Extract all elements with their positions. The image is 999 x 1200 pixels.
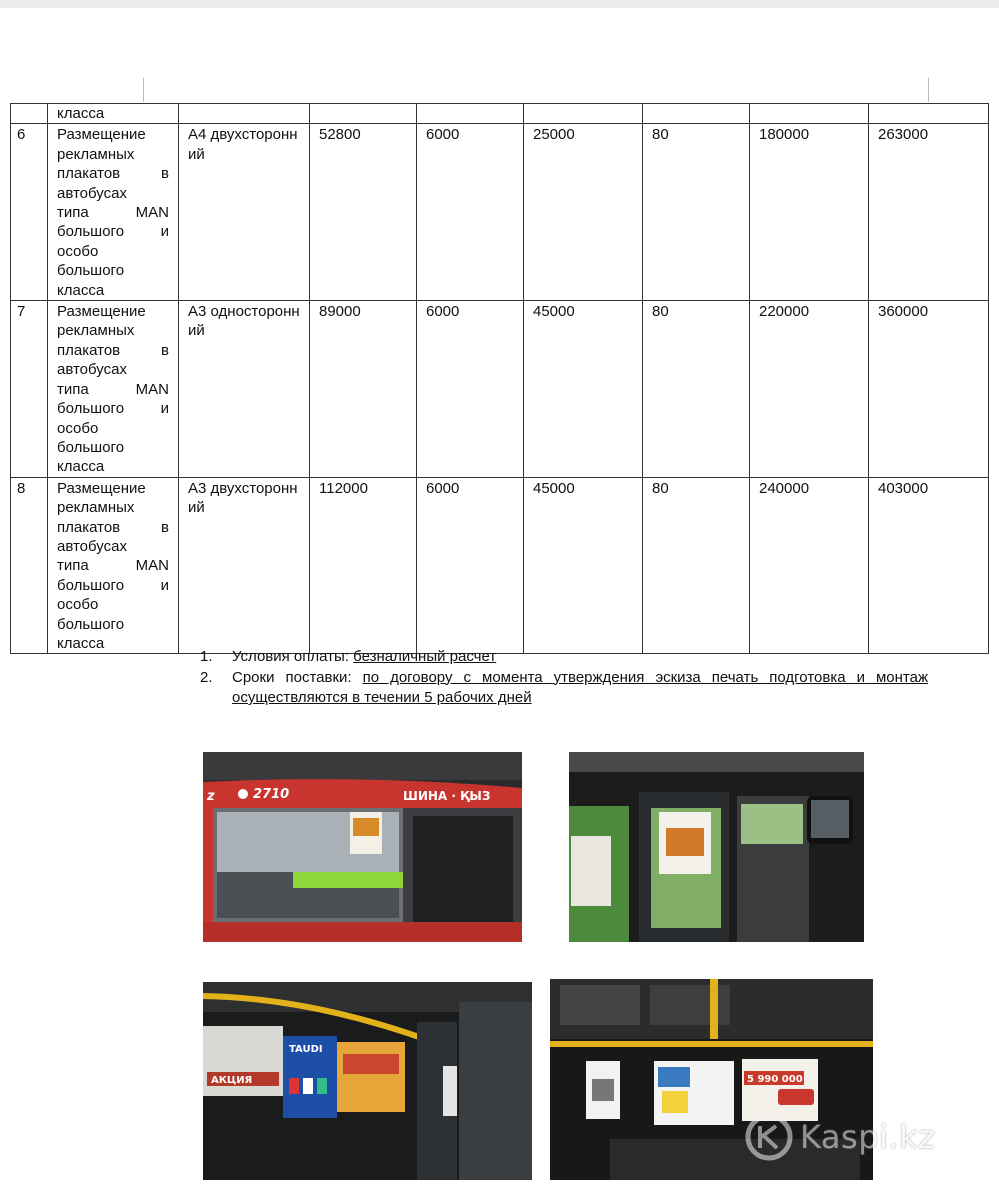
list-item: 2. Сроки поставки: по договору с момента утверждения эскиза печать подготовка и монтаж осуществляются в течении 5 рабочих дней xyxy=(200,668,928,706)
cell-value: 6000 xyxy=(417,477,524,654)
promo-text: АКЦИЯ xyxy=(211,1075,253,1086)
term-label: Сроки поставки: xyxy=(232,668,363,686)
list-item: 1. Условия оплаты: безналичный расчет xyxy=(200,648,497,665)
cell-value: 180000 xyxy=(750,124,869,301)
bus-number: 2710 xyxy=(253,787,290,802)
cell-num: 8 xyxy=(11,477,48,654)
top-edge-bar xyxy=(0,0,999,8)
watermark xyxy=(744,1112,974,1162)
cell-desc: Размещение рекламных плакатов в автобусах типа MAN большого и особо большого класса xyxy=(48,477,179,654)
bus-side-text: z xyxy=(207,789,215,804)
table-row-continuation xyxy=(11,104,989,124)
cell-value: 80 xyxy=(643,477,750,654)
cell-total: 263000 xyxy=(869,124,989,301)
cell-value: 6000 xyxy=(417,124,524,301)
cell-value: 45000 xyxy=(524,301,643,478)
cell-value: 112000 xyxy=(310,477,417,654)
cell-value: 80 xyxy=(643,301,750,478)
cell-format: А3 двухсторонний xyxy=(179,477,310,654)
cell-value: 6000 xyxy=(417,301,524,478)
cell-total: 403000 xyxy=(869,477,989,654)
cell-format: А4 двухсторонний xyxy=(179,124,310,301)
terms-list xyxy=(200,647,928,709)
cell-desc-tail: класса xyxy=(48,104,179,124)
cell-value: 45000 xyxy=(524,477,643,654)
cell-desc: Размещение рекламных плакатов в автобусах типа MAN большого и особо большого класса xyxy=(48,124,179,301)
photo-bus-interior-window xyxy=(569,752,864,942)
cell-value: 240000 xyxy=(750,477,869,654)
price-text: 5 990 000 xyxy=(747,1074,803,1085)
cell-num: 7 xyxy=(11,301,48,478)
cell-num xyxy=(11,104,48,124)
cell-desc: Размещение рекламных плакатов в автобусах типа MAN большого и особо большого класса xyxy=(48,301,179,478)
pricing-table xyxy=(10,103,989,654)
cell-value: 25000 xyxy=(524,124,643,301)
photo-bus-exterior xyxy=(203,752,522,942)
cell-value: 89000 xyxy=(310,301,417,478)
watermark-text: Kaspi.kz xyxy=(800,1118,936,1156)
cell-format: А3 односторонний xyxy=(179,301,310,478)
brand-text: TAUDI xyxy=(289,1044,323,1055)
table-row xyxy=(11,124,989,301)
cell-value: 52800 xyxy=(310,124,417,301)
table-row xyxy=(11,477,989,654)
ruler-mark-left xyxy=(143,78,144,102)
kaspi-logo-icon xyxy=(744,1112,794,1162)
table-row xyxy=(11,301,989,478)
ruler-mark-right xyxy=(928,78,929,102)
cell-total: 360000 xyxy=(869,301,989,478)
cell-value: 80 xyxy=(643,124,750,301)
term-value: безналичный расчет xyxy=(353,648,497,665)
bus-text: ШИНА · ҚЫЗ xyxy=(403,789,491,803)
term-value: по договору с момента утверждения эскиза печать подготовка и монтаж осуществляются в течении 5 рабочих дней xyxy=(232,668,928,706)
cell-value: 220000 xyxy=(750,301,869,478)
photo-bus-interior-posters xyxy=(203,982,532,1180)
term-label: Условия оплаты: xyxy=(232,648,354,665)
cell-num: 6 xyxy=(11,124,48,301)
